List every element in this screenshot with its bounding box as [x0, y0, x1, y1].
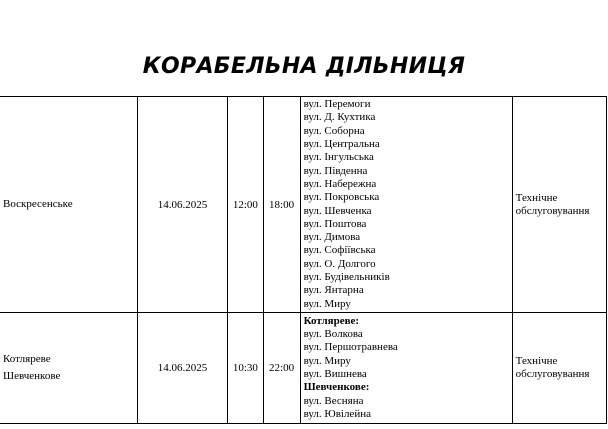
locality-cell	[0, 97, 137, 313]
locality-name: Котляреве	[3, 353, 51, 365]
time-to-cell: 18:00	[263, 97, 300, 313]
reason-cell	[512, 313, 606, 424]
street-name: вул. Шевченка	[303, 204, 372, 217]
street-name: вул. О. Долгого	[303, 257, 376, 270]
time-from-cell: 12:00	[228, 97, 263, 313]
street-name: вул. Поштова	[303, 217, 367, 230]
date-cell: 14.06.2025	[137, 313, 227, 424]
streets-cell	[300, 313, 512, 424]
street-name: вул. Інгульська	[303, 151, 374, 164]
date-cell: 14.06.2025	[137, 97, 227, 313]
street-name: вул. Весняна	[303, 394, 364, 407]
street-name: вул. Перемоги	[303, 98, 371, 111]
locality-heading: Котляреве:	[303, 314, 360, 327]
street-name: вул. Південна	[303, 164, 368, 177]
table-row	[0, 313, 607, 424]
reason-text: обслуговування	[515, 204, 590, 217]
street-name: вул. Софіївська	[303, 244, 376, 257]
outage-schedule-table	[0, 96, 607, 424]
streets-cell	[300, 97, 512, 313]
locality-name: Воскресенське	[3, 198, 73, 210]
street-name: вул. Покровська	[303, 191, 380, 204]
street-name: вул. Д. Кухтика	[303, 111, 376, 124]
street-name: вул. Набережна	[303, 177, 377, 190]
street-name: вул. Миру	[303, 354, 351, 367]
street-name: вул. Будівельників	[303, 270, 390, 283]
reason-text: обслуговування	[515, 368, 590, 380]
reason-text: Технічне	[515, 355, 558, 367]
street-name: вул. Ювілейна	[303, 407, 371, 420]
street-name: вул. Першотравнева	[303, 341, 398, 354]
schedule-body	[0, 97, 607, 424]
page-title: КОРАБЕЛЬНА ДІЛЬНИЦЯ	[142, 54, 466, 79]
reason-text: Технічне	[515, 191, 558, 204]
street-name: вул. Димова	[303, 231, 361, 244]
street-name: вул. Янтарна	[303, 284, 364, 297]
street-name: вул. Волкова	[303, 328, 363, 341]
locality-name: Шевченкове	[3, 370, 61, 382]
time-to-cell: 22:00	[263, 313, 300, 424]
locality-cell	[0, 313, 137, 424]
locality-heading: Шевченкове:	[303, 381, 370, 394]
street-name: вул. Соборна	[303, 124, 365, 137]
table-row	[0, 97, 607, 313]
street-name: вул. Миру	[303, 297, 351, 310]
street-name: вул. Вишнева	[303, 368, 367, 380]
reason-cell	[512, 97, 606, 313]
street-name: вул. Центральна	[303, 138, 380, 151]
time-from-cell: 10:30	[228, 313, 263, 424]
